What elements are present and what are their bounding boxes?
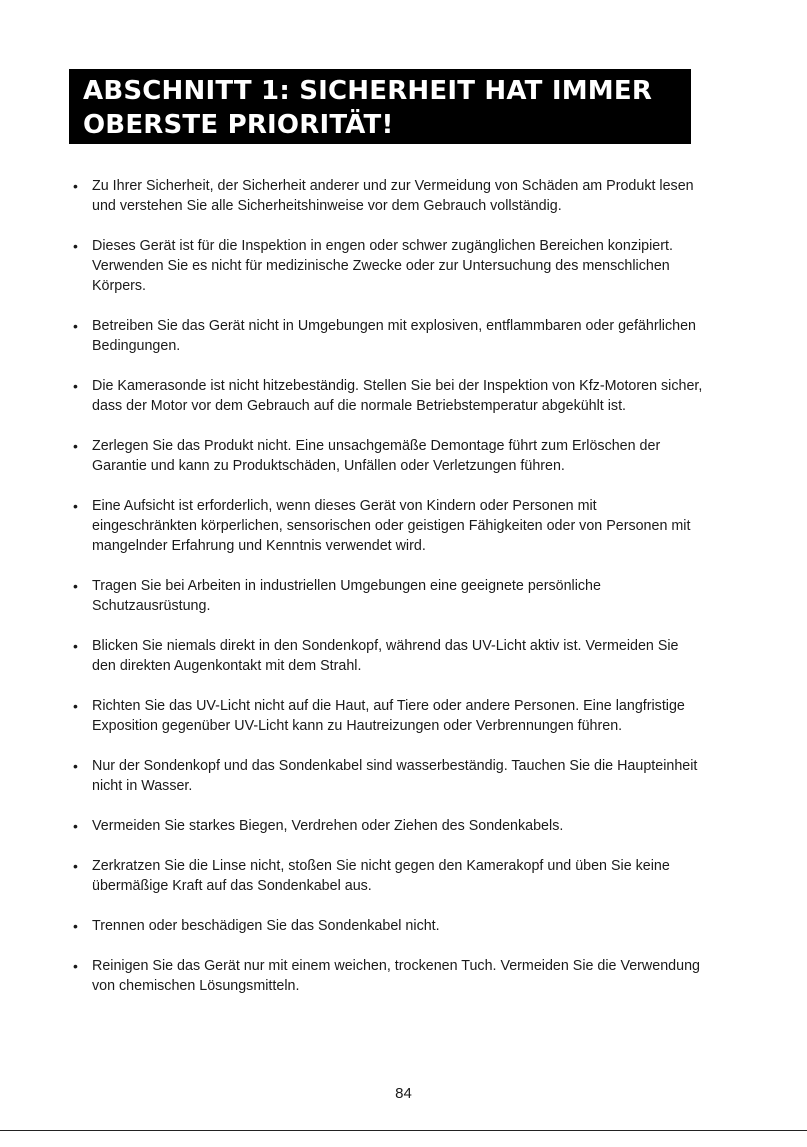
list-item-text: Dieses Gerät ist für die Inspektion in engen oder schwer zugänglichen Bereichen konzipiert. Verwenden Sie es nicht für medizinische Zwecke oder zur Untersuchung des menschlichen Körpers. [92, 238, 673, 294]
list-item-text: Trennen oder beschädigen Sie das Sondenkabel nicht. [92, 918, 440, 934]
list-item-text: Reinigen Sie das Gerät nur mit einem weichen, trockenen Tuch. Vermeiden Sie die Verwendung von chemischen Lösungsmitteln. [92, 958, 700, 994]
bullet-icon: • [73, 498, 78, 514]
list-item [73, 816, 703, 836]
list-item [73, 176, 703, 216]
bullet-icon: • [73, 238, 78, 254]
bullet-icon: • [73, 318, 78, 334]
page-number: 84 [395, 1085, 412, 1102]
list-item-text: Blicken Sie niemals direkt in den Sondenkopf, während das UV-Licht aktiv ist. Vermeiden Sie den direkten Augenkontakt mit dem Strahl. [92, 638, 679, 674]
list-item [73, 636, 703, 676]
list-item [73, 756, 703, 796]
section-title-line-1: ABSCHNITT 1: SICHERHEIT HAT IMMER [83, 76, 653, 106]
list-item [73, 576, 703, 616]
bullet-icon: • [73, 918, 78, 934]
list-item [73, 696, 703, 736]
bullet-icon: • [73, 178, 78, 194]
list-item-text: Zerlegen Sie das Produkt nicht. Eine unsachgemäße Demontage führt zum Erlöschen der Garantie und kann zu Produktschäden, Unfällen oder Verletzungen führen. [92, 438, 661, 474]
list-item [73, 496, 703, 556]
bullet-icon: • [73, 438, 78, 454]
list-item-text: Tragen Sie bei Arbeiten in industriellen Umgebungen eine geeignete persönliche Schutzausrüstung. [92, 578, 601, 614]
safety-instructions-list [73, 176, 703, 1016]
list-item-text: Zerkratzen Sie die Linse nicht, stoßen Sie nicht gegen den Kamerakopf und üben Sie keine übermäßige Kraft auf das Sondenkabel aus. [92, 858, 670, 894]
list-item [73, 316, 703, 356]
list-item [73, 856, 703, 896]
bullet-icon: • [73, 638, 78, 654]
bullet-icon: • [73, 758, 78, 774]
section-title-banner [69, 69, 691, 144]
list-item-text: Nur der Sondenkopf und das Sondenkabel sind wasserbeständig. Tauchen Sie die Haupteinheit nicht in Wasser. [92, 758, 698, 794]
bullet-icon: • [73, 698, 78, 714]
list-item-text: Richten Sie das UV-Licht nicht auf die Haut, auf Tiere oder andere Personen. Eine langfristige Exposition gegenüber UV-Licht kann zu Hautreizungen oder Verbrennungen führen. [92, 698, 685, 734]
bullet-icon: • [73, 578, 78, 594]
bullet-icon: • [73, 818, 78, 834]
list-item-text: Die Kamerasonde ist nicht hitzebeständig. Stellen Sie bei der Inspektion von Kfz-Motoren sicher, dass der Motor vor dem Gebrauch auf die normale Betriebstemperatur abgekühlt ist. [92, 378, 703, 414]
list-item-text: Eine Aufsicht ist erforderlich, wenn dieses Gerät von Kindern oder Personen mit eingeschränkten körperlichen, sensorischen oder geistigen Fähigkeiten oder von Personen mit mangelnder Erfahrung und Kenntnis verwendet wird. [92, 498, 691, 554]
list-item [73, 436, 703, 476]
list-item [73, 956, 703, 996]
list-item [73, 236, 703, 296]
bullet-icon: • [73, 958, 78, 974]
section-title-line-2: OBERSTE PRIORITÄT! [83, 110, 394, 140]
bullet-icon: • [73, 378, 78, 394]
list-item-text: Zu Ihrer Sicherheit, der Sicherheit anderer und zur Vermeidung von Schäden am Produkt lesen und verstehen Sie alle Sicherheitshinweise vor dem Gebrauch vollständig. [92, 178, 694, 214]
bottom-divider [0, 1130, 807, 1131]
list-item-text: Vermeiden Sie starkes Biegen, Verdrehen oder Ziehen des Sondenkabels. [92, 818, 564, 834]
list-item [73, 376, 703, 416]
list-item [73, 916, 703, 936]
bullet-icon: • [73, 858, 78, 874]
list-item-text: Betreiben Sie das Gerät nicht in Umgebungen mit explosiven, entflammbaren oder gefährlichen Bedingungen. [92, 318, 696, 354]
